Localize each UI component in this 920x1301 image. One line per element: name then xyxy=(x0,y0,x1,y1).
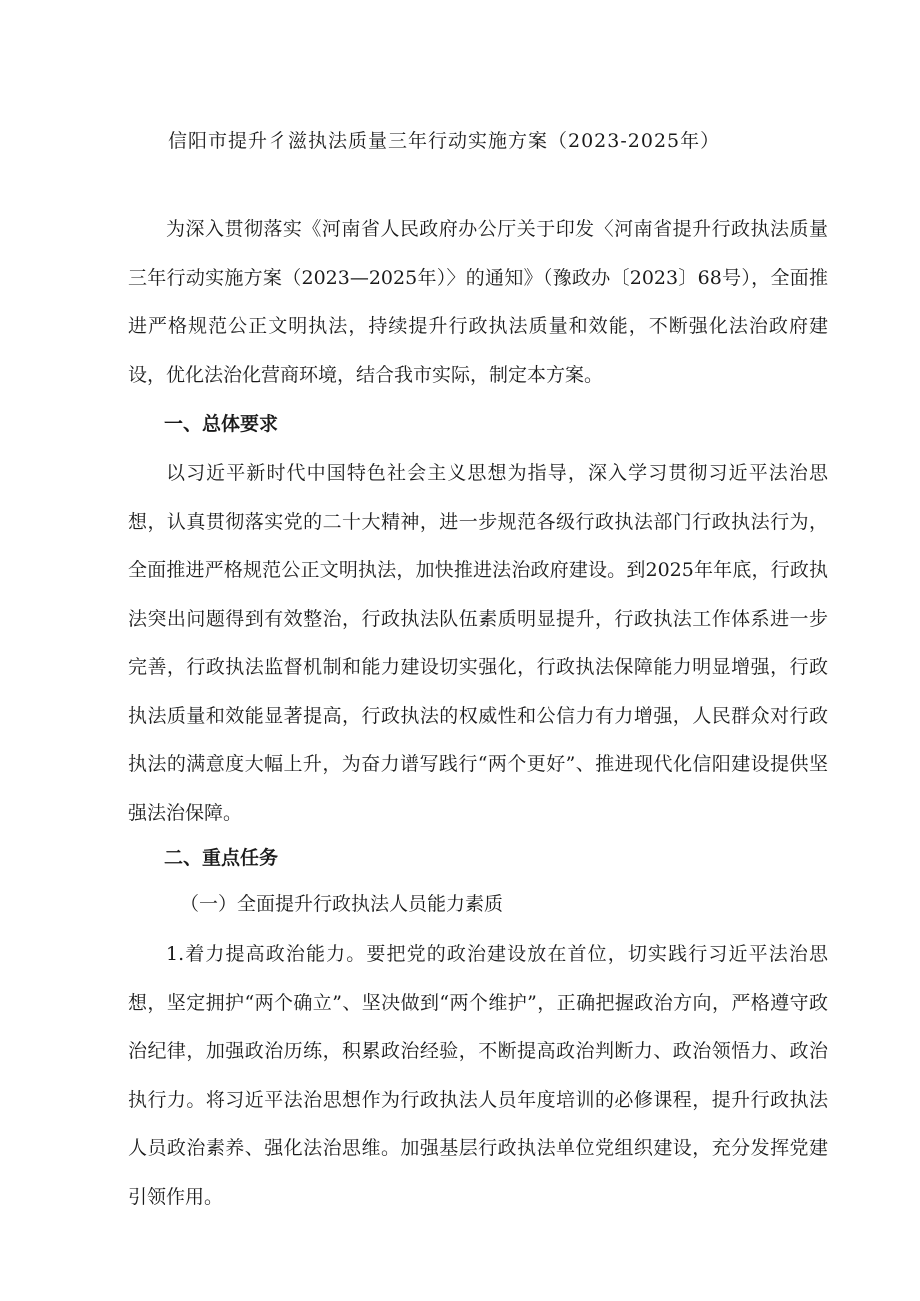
section-heading-general-requirements: 一、总体要求 xyxy=(164,413,279,435)
document-title: 信阳市提升彳滋执法质量三年行动实施方案（2023-2025年） xyxy=(168,130,721,152)
section-heading-key-tasks: 二、重点任务 xyxy=(164,847,279,869)
general-requirements-paragraph: 以习近平新时代中国特色社会主义思想为指导，深入学习贯彻习近平法治思想，认真贯彻落实党的二十大精神，进一步规范各级行政执法部门行政执法行为，全面推进严格规范公正文明执法，加快推进法治政府建设。到2025年年底，行政执法突出问题得到有效整治，行政执法队伍素质明显提升，行政执法工作体系进一步完善，行政执法监督机制和能力建设切实强化，行政执法保障能力明显增强，行政执法质量和效能显著提高，行政执法的权威性和公信力有力增强，人民群众对行政执法的满意度大幅上升，为奋力谱写践行“两个更好”、推进现代化信阳建设提供坚强法治保障。 xyxy=(128,462,828,824)
intro-paragraph: 为深入贯彻落实《河南省人民政府办公厅关于印发〈河南省提升行政执法质量三年行动实施方案（2023—2025年）〉的通知》（豫政办〔2023〕68号），全面推进严格规范公正文明执法，持续提升行政执法质量和效能，不断强化法治政府建设，优化法治化营商环境，结合我市实际，制定本方案。 xyxy=(128,218,828,386)
subsection-heading-capability: （一）全面提升行政执法人员能力素质 xyxy=(180,893,504,915)
item-1-paragraph: 1.着力提高政治能力。要把党的政治建设放在首位，切实践行习近平法治思想，坚定拥护“两个确立”、坚决做到“两个维护”，正确把握政治方向，严格遵守政治纪律，加强政治历练，积累政治经验，不断提高政治判断力、政治领悟力、政治执行力。将习近平法治思想作为行政执法人员年度培训的必修课程，提升行政执法人员政治素养、强化法治思维。加强基层行政执法单位党组织建设，充分发挥党建引领作用。 xyxy=(128,943,828,1208)
